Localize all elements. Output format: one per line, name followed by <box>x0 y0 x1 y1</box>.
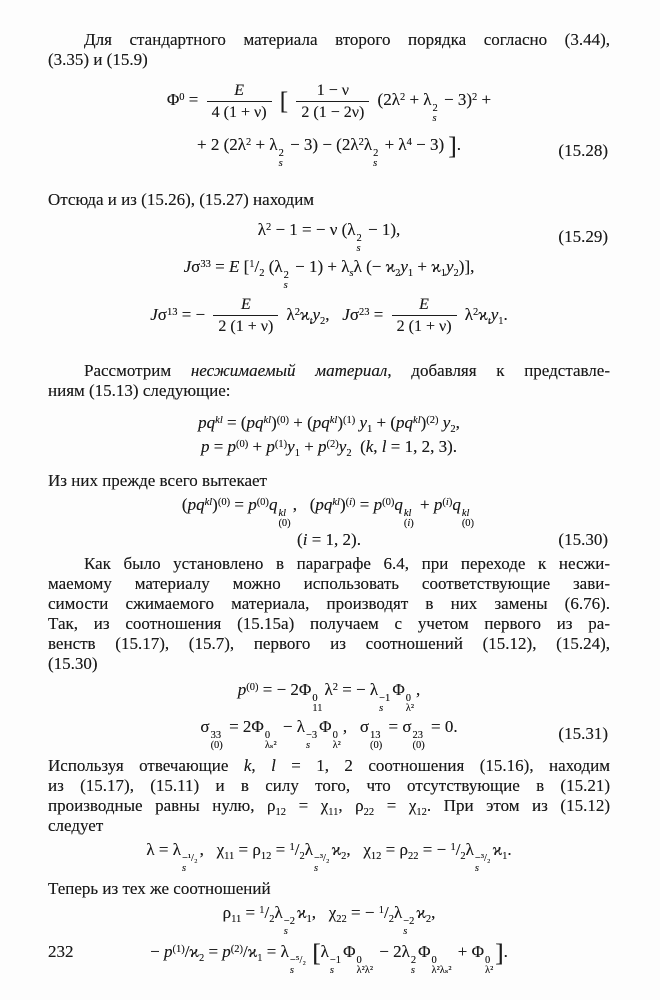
text-line: (3.35) и (15.9) <box>48 50 148 69</box>
text-line: Для стандартного материала второго порядка согласно (3.44), <box>84 30 610 49</box>
paragraph-incompressible <box>48 361 610 401</box>
text-line: следует <box>48 816 104 836</box>
paragraph-otsyuda: Отсюда и из (15.26), (15.27) находим <box>48 190 315 210</box>
formula: + 2 ($2\lambda^2 + \lambda$ 2 s − $3) - (2\lambda^2\lambda$ 2 s + $\lambda^4 - 3$) ]. <box>196 133 461 169</box>
equation-number-15-30: (15.30) <box>558 530 608 550</box>
equation-p1-p2-final <box>48 940 610 975</box>
paragraph-iz-nikh: Из них прежде всего вытекает <box>48 471 267 491</box>
equation-15-29-line-1 <box>48 220 610 253</box>
equation-number-15-28: (15.28) <box>558 140 608 160</box>
paragraph-kak-bylo <box>48 554 610 674</box>
formula: λ = λ −¹/₂ s , $\chi_{11} = \rho_{12} = ^1/_2\lambda$ −³/₂ s $ϰ_2$, $\chi_{12} = \rho_{22}$ = − $^1/_2\lambda$ −³/₂ s $ϰ_1$. <box>146 840 512 874</box>
equation-15-28-line-2 <box>48 133 610 168</box>
equation-rho11-chi22 <box>48 903 610 936</box>
paragraph-ispolzuya <box>48 756 610 836</box>
equation-15-31-line-2 <box>48 717 610 750</box>
text-line: ниям (15.13) следующие: <box>48 381 231 401</box>
text-line: производные равны нулю, $\rho_{12} = \chi_{11}$, $\rho_{22} = \chi_{12}$. При этом из (15.12) <box>48 796 610 819</box>
text-line: из (15.17), (15.11) и в силу того, что отсутствующие в (15.21) <box>48 776 610 796</box>
equation-lambda-chi-rho <box>48 840 610 873</box>
formula: $\rho_{11} = ^1/_2\lambda$ −2 s $ϰ_1$, $\chi_{22}$ = − $^1/_2\lambda$ −2 s $ϰ_2$, <box>222 903 436 937</box>
equation-15-29-line-3 <box>48 296 610 335</box>
text-line: Рассмотрим несжимаемый материал, добавляя к представле- <box>84 361 611 381</box>
text-line: Как было установлено в параграфе 6.4, при переходе к несжи- <box>84 554 610 574</box>
text-line: Так, из соотношения (15.15а) получаем с учетом первого из ра- <box>48 614 610 634</box>
equation-15-31-line-1 <box>48 680 610 713</box>
formula: $p^{(0)}$ = − 2Φ 0 11 $\lambda^2$ = − λ −1 s Φ 0 λ² , <box>237 680 421 714</box>
formula: $J\sigma^{13}$ = − $\frac{E}{2 (1 + \nu)}$ $\lambda^2ϰ_ty_2$, $J\sigma^{23}$ = $\frac{E}{2 (1 + \nu)}$ $\lambda^2ϰ_ty_1$. <box>150 296 508 336</box>
text-line: Используя отвечающие k, l = 1, 2 соотношения (15.16), находим <box>48 756 611 776</box>
formula: $p = p^{(0)} + p^{(1)}y_1 + p^{(2)}y_2$ (k, l = 1, 2, 3). <box>200 437 458 460</box>
formula: $(pq^{kl})^{(0)} = p^{(0)}q$ kl (0) , $(pq^{kl})^{(i)} = p^{(0)}q$ kl (i) + $p^{(i)}q$ kl (0) <box>181 495 475 529</box>
equation-15-28-line-1 <box>48 82 610 123</box>
equation-number-15-29: (15.29) <box>558 226 608 246</box>
paragraph-teper: Теперь из тех же соотношений <box>48 879 271 899</box>
text-line: венств (15.17), (15.7), первого из соотношений (15.12), (15.24), <box>48 634 610 654</box>
formula: $J\sigma^{33} = E$ [$^1/_2$ (λ 2 s − $1) + \lambda_s\lambda$ (− $ϰ_2y_1 + ϰ_1y_2$)], <box>183 257 475 291</box>
formula: $\lambda^2 - 1$ = − ν (λ 2 s − 1), <box>257 220 401 254</box>
formula: − $p^{(1)}/ϰ_2 = p^{(2)}/ϰ_1 = \lambda$ −⁵/₂ s [λ −1 s Φ 0 λ²λ² − 2λ 2 s Φ 0 λ²λₛ² + Φ 0 λ² ]. <box>150 940 508 976</box>
formula: (i = 1, 2). <box>297 530 361 550</box>
text-line: симости сжимаемого материала, производят в них замены (6.76). <box>48 594 610 614</box>
paragraph-intro-standard-material <box>48 30 610 70</box>
page-number: 232 <box>48 942 74 961</box>
equation-15-30-line-2 <box>48 530 610 550</box>
formula: σ 33 (0) = 2Φ 0 λₛ² − λ −3 s Φ 0 λ² , σ 13 (0) = σ 23 (0) = 0. <box>200 717 458 751</box>
equation-15-30-line-1 <box>48 495 610 528</box>
equation-15-29-line-2 <box>48 257 610 290</box>
equation-pq-line-1 <box>48 413 610 436</box>
text-line: (15.30) <box>48 654 98 674</box>
equation-number-15-31: (15.31) <box>558 723 608 743</box>
formula: $\Phi^0$ = $\frac{E}{4 (1 + \nu)}$ [ $\frac{1 - \nu}{2 (1 - 2\nu)}$ ($2\lambda^2 + \lambda$ 2 s − 3)$^2$ + <box>166 82 492 124</box>
text-line: маемому материалу можно использовать соответствующие зави- <box>48 574 610 594</box>
equation-pq-line-2 <box>48 437 610 460</box>
formula: $pq^{kl} = (pq^{kl})^{(0)} + (pq^{kl})^{(1)}$ $y_1 + (pq^{kl})^{(2)}$ $y_2$, <box>198 413 460 436</box>
